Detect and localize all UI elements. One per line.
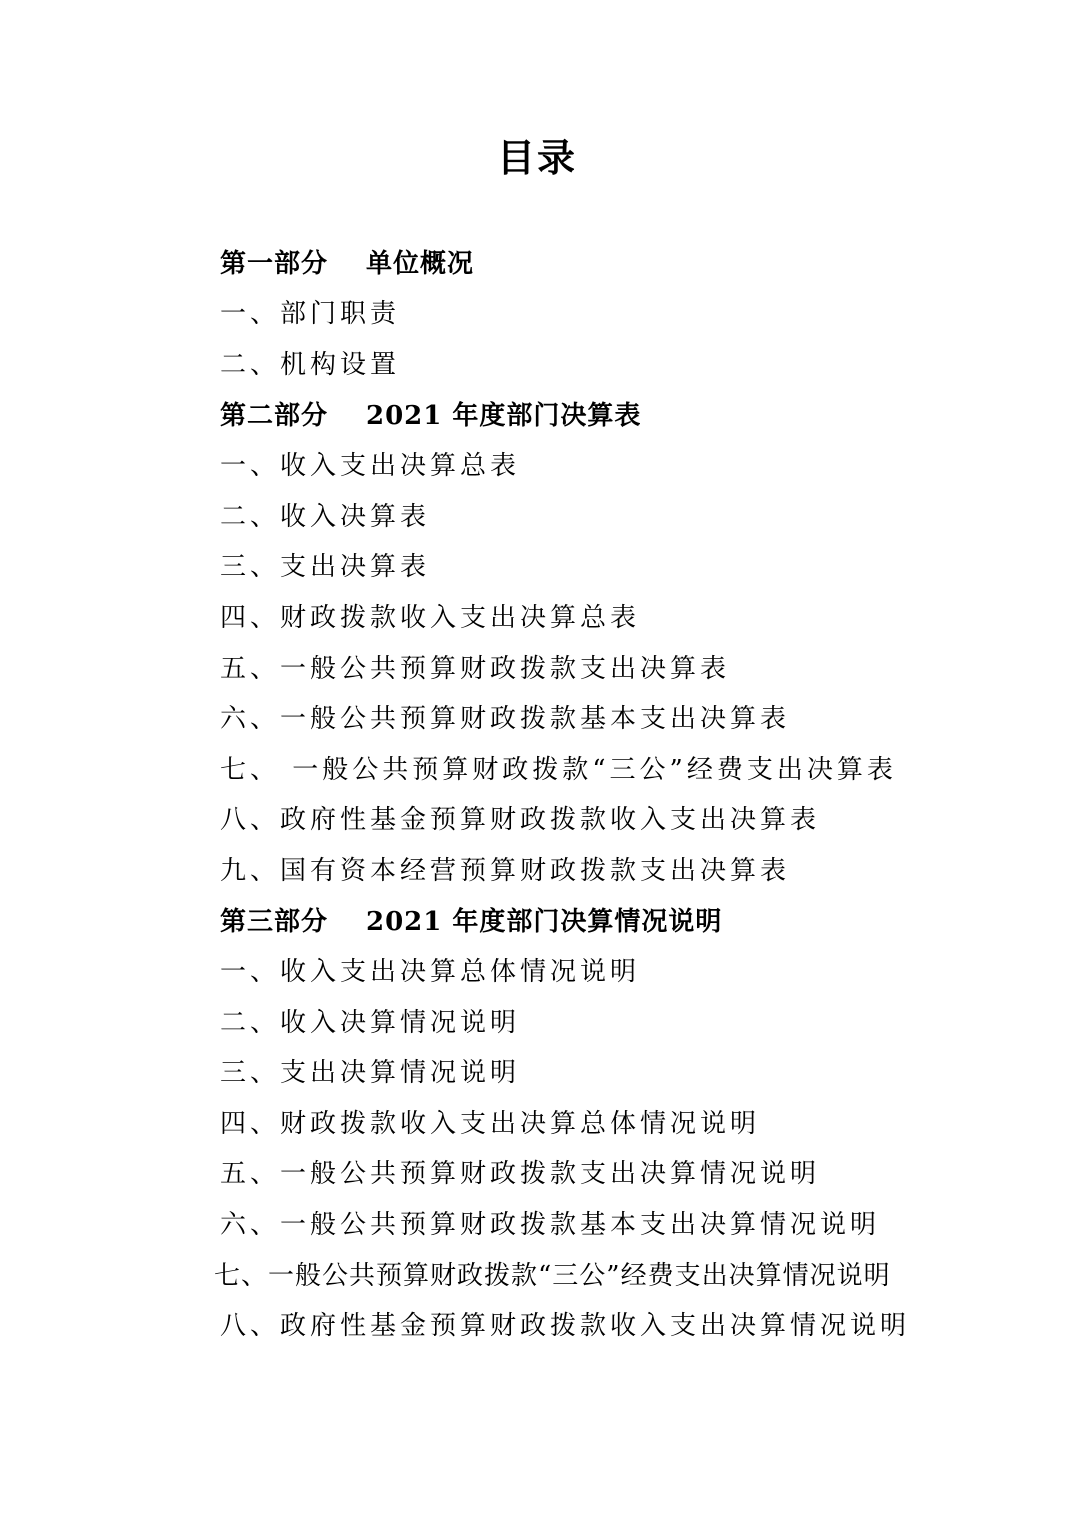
toc-item: 七、 一般公共预算财政拨款“三公”经费支出决算表 xyxy=(220,754,897,785)
toc-item: 二、收入决算表 xyxy=(220,501,431,532)
toc-item: 七、一般公共预算财政拨款“三公”经费支出决算情况说明 xyxy=(214,1260,891,1291)
toc-item: 四、财政拨款收入支出决算总体情况说明 xyxy=(220,1108,761,1139)
table-of-contents xyxy=(214,236,1020,1349)
section-title: 单位概况 xyxy=(366,248,475,279)
toc-item: 六、一般公共预算财政拨款基本支出决算情况说明 xyxy=(220,1210,881,1241)
toc-item: 四、财政拨款收入支出决算总表 xyxy=(220,602,641,633)
section-number: 第二部分 xyxy=(220,400,329,431)
toc-item: 九、国有资本经营预算财政拨款支出决算表 xyxy=(220,855,791,886)
toc-item: 一、收入支出决算总体情况说明 xyxy=(220,957,641,988)
section-title: 2021 年度部门决算表 xyxy=(366,400,642,431)
section-title: 2021 年度部门决算情况说明 xyxy=(366,906,723,937)
toc-item: 六、一般公共预算财政拨款基本支出决算表 xyxy=(220,704,791,735)
toc-section-1 xyxy=(220,236,1020,287)
toc-item: 一、部门职责 xyxy=(220,299,401,330)
toc-item: 二、机构设置 xyxy=(220,349,401,380)
toc-item: 八、政府性基金预算财政拨款收入支出决算情况说明 xyxy=(220,1311,911,1342)
toc-item: 五、一般公共预算财政拨款支出决算情况说明 xyxy=(220,1159,821,1190)
toc-item: 二、收入决算情况说明 xyxy=(220,1007,521,1038)
toc-item: 三、支出决算情况说明 xyxy=(220,1058,521,1089)
page-title: 目录 xyxy=(496,136,577,180)
toc-item: 一、收入支出决算总表 xyxy=(220,451,521,482)
toc-item: 三、支出决算表 xyxy=(220,552,431,583)
section-number: 第三部分 xyxy=(220,906,329,937)
toc-item: 五、一般公共预算财政拨款支出决算表 xyxy=(220,653,731,684)
section-number: 第一部分 xyxy=(220,248,329,279)
toc-section-2 xyxy=(220,388,1020,439)
toc-section-3 xyxy=(220,894,1020,945)
toc-item: 八、政府性基金预算财政拨款收入支出决算表 xyxy=(220,805,821,836)
